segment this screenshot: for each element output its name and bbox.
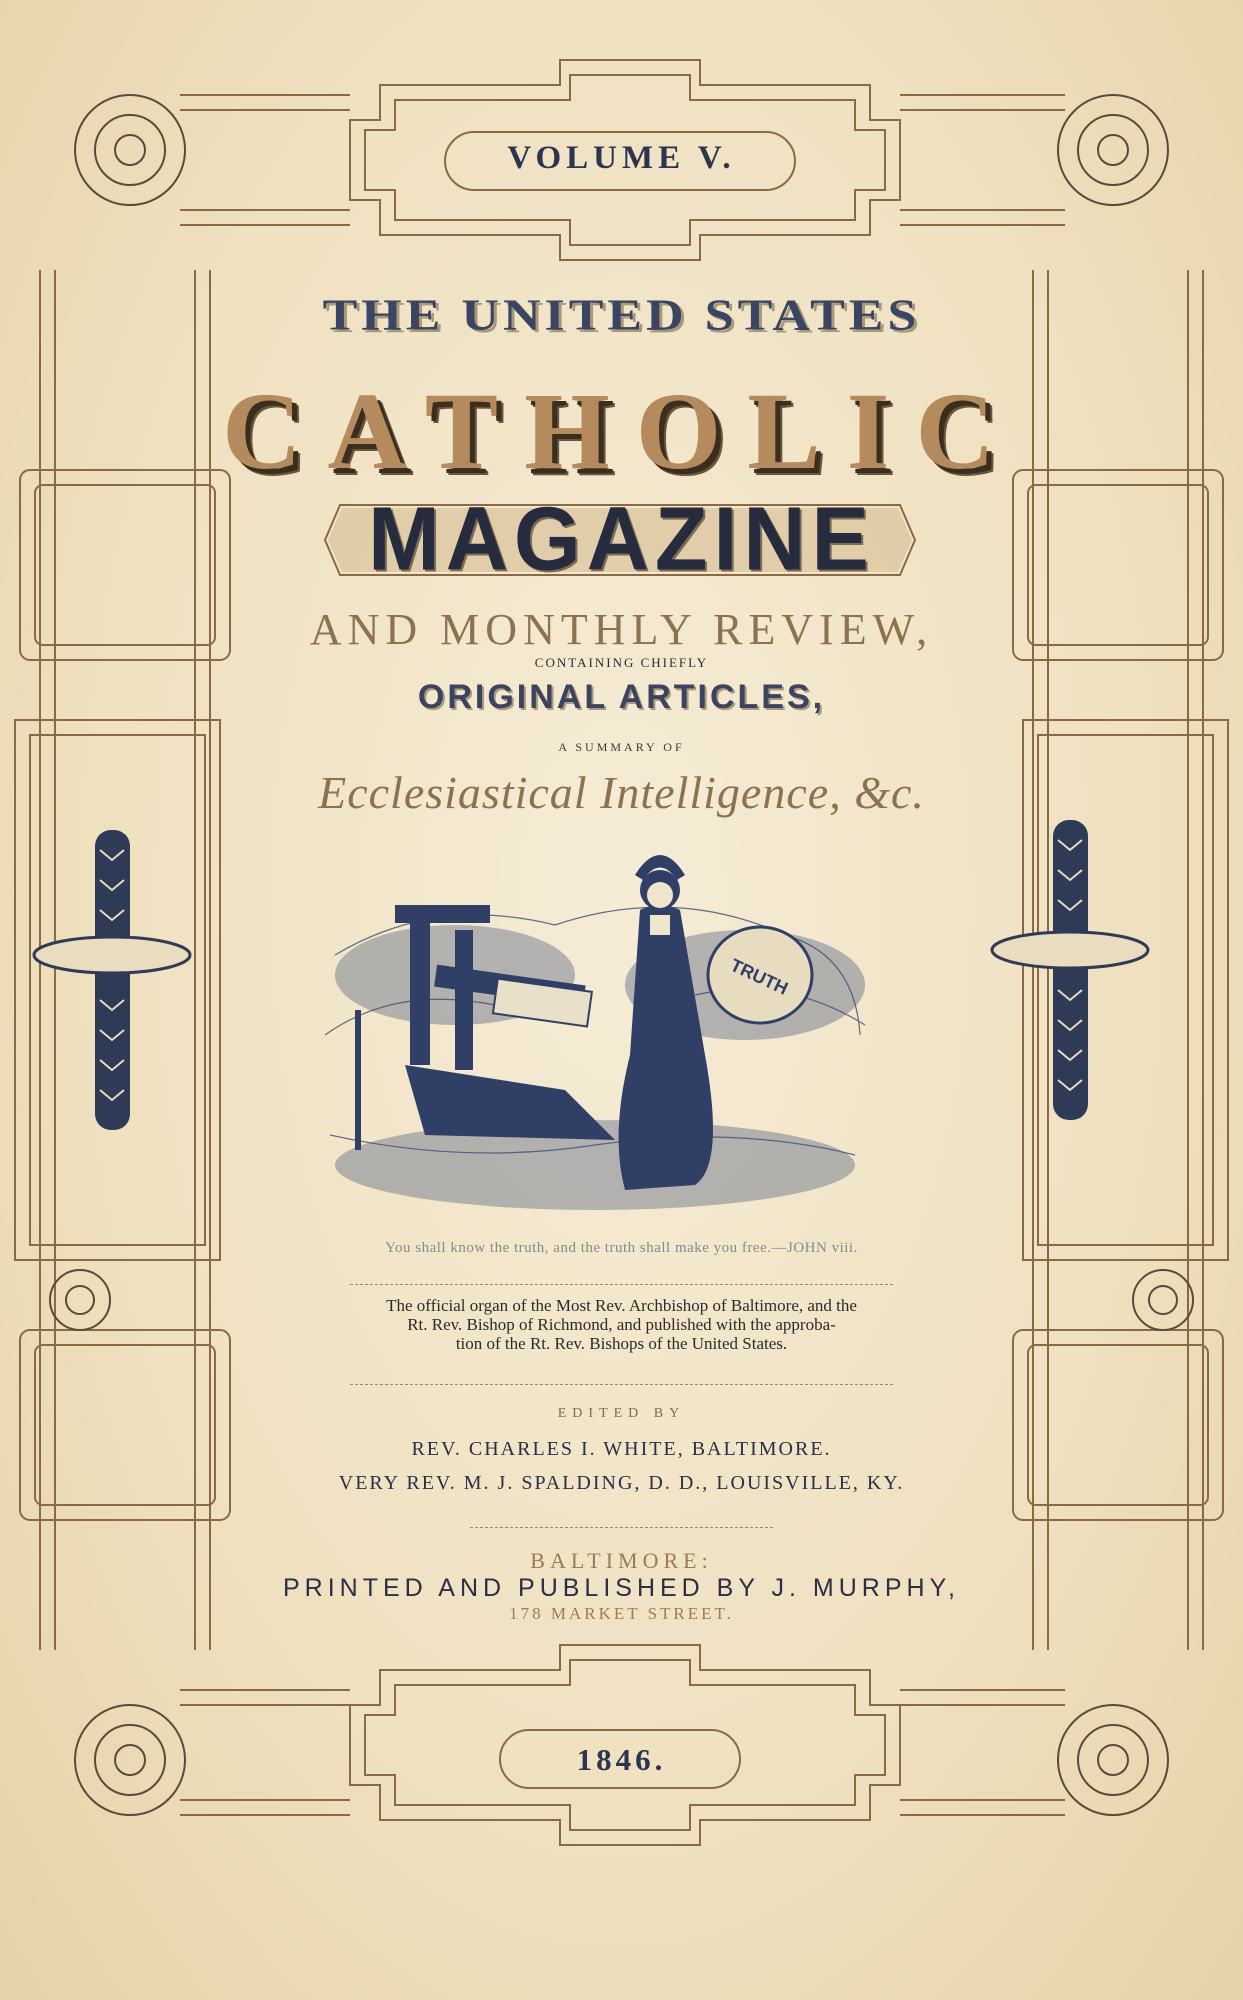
title-line-united-states: THE UNITED STATES bbox=[322, 291, 921, 340]
official-organ-statement bbox=[0, 1296, 1243, 1353]
title-line-monthly-review: AND MONTHLY REVIEW, bbox=[309, 605, 934, 654]
divider-rule bbox=[470, 1527, 773, 1528]
publisher-address: 178 MARKET STREET. bbox=[509, 1604, 734, 1623]
publisher-city: BALTIMORE: bbox=[530, 1548, 713, 1573]
edited-by-heading: EDITED BY bbox=[557, 1406, 686, 1421]
title-line-catholic: CATHOLIC bbox=[222, 370, 1021, 492]
title-line-original-articles: ORIGINAL ARTICLES, bbox=[417, 678, 826, 716]
divider-rule bbox=[350, 1284, 893, 1285]
title-line-ecclesiastical: Ecclesiastical Intelligence, &c. bbox=[318, 767, 925, 818]
publisher-line: PRINTED AND PUBLISHED BY J. MURPHY, bbox=[283, 1574, 960, 1602]
shield-truth-label: TRUTH bbox=[727, 954, 792, 999]
divider-rule bbox=[350, 1384, 893, 1385]
editor-white: REV. CHARLES I. WHITE, BALTIMORE. bbox=[411, 1438, 832, 1460]
organ-line-3: tion of the Rt. Rev. Bishops of the United States. bbox=[455, 1334, 788, 1353]
editor-spalding: VERY REV. M. J. SPALDING, D. D., LOUISVILLE, KY. bbox=[338, 1472, 905, 1494]
organ-line-2: Rt. Rev. Bishop of Richmond, and published with the approba- bbox=[407, 1315, 836, 1334]
title-line-summary: A SUMMARY OF bbox=[558, 740, 685, 754]
publication-year: 1846. bbox=[576, 1742, 667, 1777]
truth-printing-press-engraving bbox=[315, 835, 875, 1230]
title-line-magazine: MAGAZINE bbox=[368, 488, 875, 590]
scripture-motto: You shall know the truth, and the truth shall make you free.—JOHN viii. bbox=[385, 1240, 858, 1256]
volume-number: VOLUME V. bbox=[507, 140, 736, 176]
organ-line-1: The official organ of the Most Rev. Archbishop of Baltimore, and the bbox=[386, 1296, 857, 1315]
title-line-containing: CONTAINING CHIEFLY bbox=[534, 655, 709, 670]
